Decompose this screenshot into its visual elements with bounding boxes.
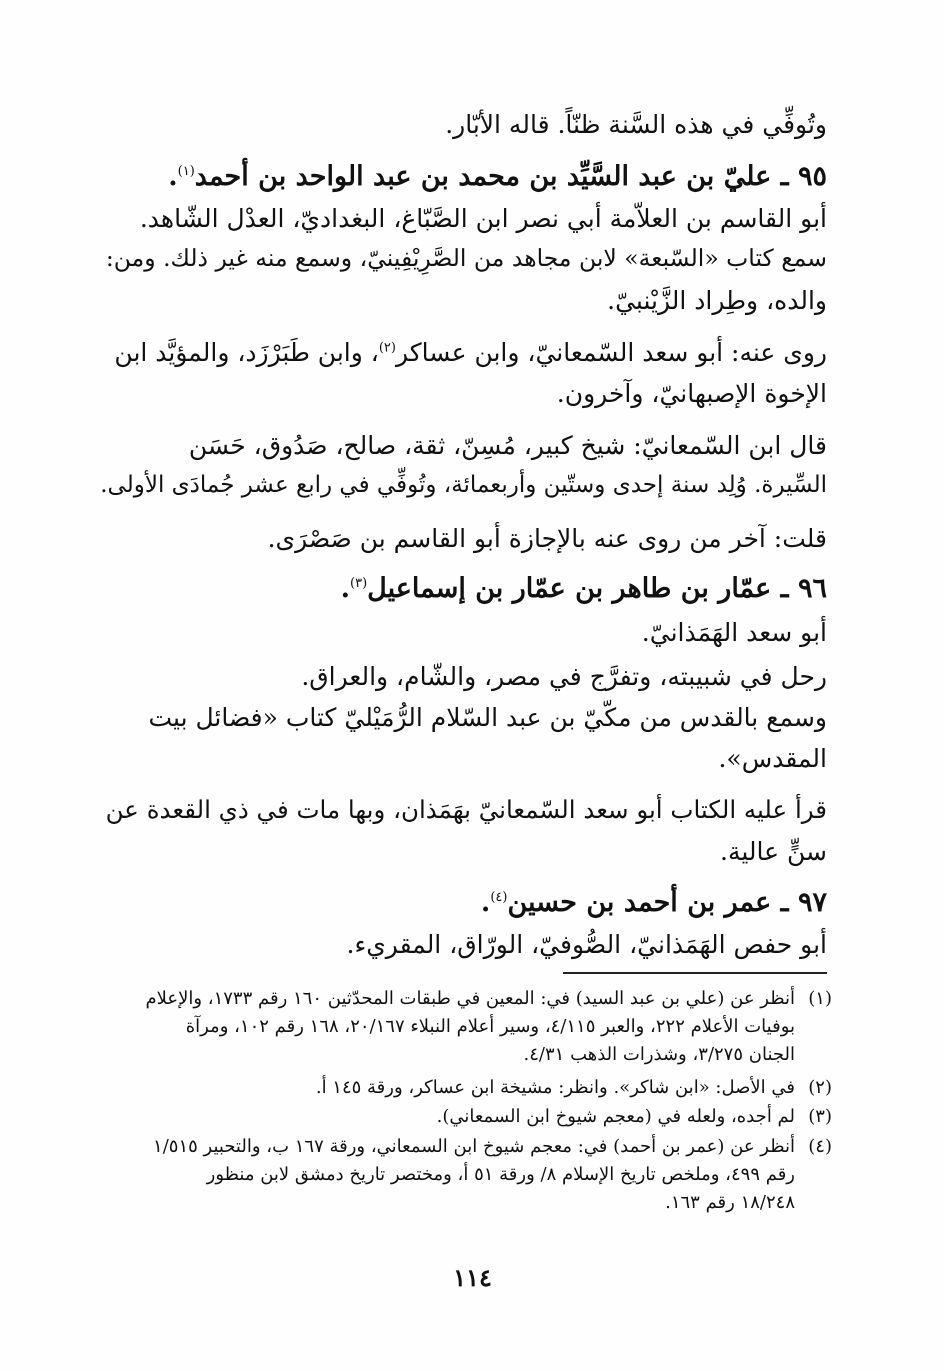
footnote-line: الجنان ٣/٢٧٥، وشذرات الذهب ٤/٣١.	[523, 1044, 795, 1065]
footnote-line: بوفيات الأعلام ٢٢٢، والعبر ٤/١١٥، وسير أعلام النبلاء ٢٠/١٦٧، ١٦٨ رقم ١٠٢، ومرآة	[185, 1016, 795, 1037]
entry-96-line: المقدس».	[718, 744, 827, 773]
entry-96-line: قرأ عليه الكتاب أبو سعد السّمعانيّ بهَمَذان، وبها مات في ذي القعدة عن	[105, 795, 827, 824]
entry-95-rawa-rest: ، وابن طَبَرْزَد، والمؤيَّد ابن	[114, 338, 379, 367]
footnote-line: لم أجده، ولعله في (معجم شيوخ ابن السمعاني).	[436, 1106, 795, 1127]
entry-95-heading-end: .	[168, 161, 178, 192]
footnote-ref-1: (١)	[177, 164, 195, 179]
footnote-line: أنظر عن (عمر بن أحمد) في: معجم شيوخ ابن السمعاني، ورقة ١٦٧ ب، والتحبير ١/٥١٥	[153, 1136, 795, 1157]
entry-97-heading	[481, 889, 827, 916]
intro-line: وتُوفِّي في هذه السَّنة ظنّاً. قاله الأبّار.	[445, 110, 827, 139]
footnote-line: في الأصل: «ابن شاكر». وانظر: مشيخة ابن عساكر، ورقة ١٤٥ أ.	[315, 1077, 795, 1098]
entry-96-line: سنٍّ عالية.	[720, 837, 827, 866]
entry-96-line: وسمع بالقدس من مكّيّ بن عبد السّلام الرُّمَيْليّ كتاب «فضائل بيت	[148, 703, 827, 732]
entry-95-heading-text: ٩٥ ـ عليّ بن عبد السَّيِّد بن محمد بن عبد الواحد بن أحمد	[194, 161, 827, 192]
entry-95-rawa-line	[114, 340, 827, 365]
page-number: ١١٤	[453, 1263, 492, 1292]
entry-96-line: أبو سعد الهَمَذانيّ.	[641, 618, 827, 647]
entry-95-line: والده، وطِراد الزَّيْنبيّ.	[607, 286, 827, 315]
entry-95-line: قال ابن السّمعانيّ: شيخ كبير، مُسِنّ، ثقة، صالح، صَدُوق، حَسَن	[188, 431, 827, 460]
entry-97-heading-end: .	[480, 887, 491, 918]
footnote-number: (٢)	[808, 1077, 832, 1098]
entry-95-heading	[168, 163, 827, 190]
entry-96-line: رحل في شبيبته، وتفرَّج في مصر، والشّام، والعراق.	[301, 662, 827, 691]
footnote-line: ١٨/٢٤٨ رقم ١٦٣.	[665, 1192, 795, 1213]
footnote-ref-4: (٤)	[490, 890, 508, 905]
entry-97-line: أبو حفص الهَمَذانيّ، الصُّوفيّ، الورّاق، المقريء.	[346, 930, 827, 959]
footnote-ref-2: (٢)	[378, 340, 396, 356]
entry-96-heading-end: .	[340, 573, 351, 604]
entry-97-heading-text: ٩٧ ـ عمر بن أحمد بن حسين	[507, 887, 827, 918]
entry-95-line: قلت: آخر من روى عنه بالإجازة أبو القاسم بن صَصْرَى.	[267, 524, 827, 553]
entry-95-line: الإخوة الإصبهانيّ، وآخرون.	[556, 379, 827, 408]
entry-95-line: السِّيرة. وُلِد سنة إحدى وستّين وأربعمائة، وتُوفِّي في رابع عشر جُمادَى الأولى.	[100, 472, 827, 498]
footnote-separator	[563, 972, 827, 974]
footnote-number: (٤)	[808, 1136, 832, 1157]
footnote-ref-3: (٣)	[350, 576, 368, 591]
footnote-number: (٣)	[808, 1106, 832, 1127]
footnote-line: رقم ٤٩٩، وملخص تاريخ الإسلام ٨/ ورقة ٥١ أ، ومختصر تاريخ دمشق لابن منظور	[206, 1164, 795, 1185]
entry-95-line: أبو القاسم بن العلاّمة أبي نصر ابن الصَّبّاغ، البغداديّ، العدْل الشّاهد.	[139, 204, 827, 233]
footnote-number: (١)	[808, 988, 832, 1009]
entry-96-heading	[341, 575, 827, 602]
footnote-line: أنظر عن (علي بن عبد السيد) في: المعين في طبقات المحدّثين ١٦٠ رقم ١٧٣٣، والإعلام	[145, 988, 795, 1009]
entry-95-rawa-text: روى عنه: أبو سعد السّمعانيّ، وابن عساكر	[395, 338, 827, 367]
entry-95-line: سمع كتاب «السّبعة» لابن مجاهد من الصَّرِيْفِينيّ، وسمع منه غير ذلك. ومن:	[105, 244, 827, 272]
entry-96-heading-text: ٩٦ ـ عمّار بن طاهر بن عمّار بن إسماعيل	[367, 573, 827, 604]
